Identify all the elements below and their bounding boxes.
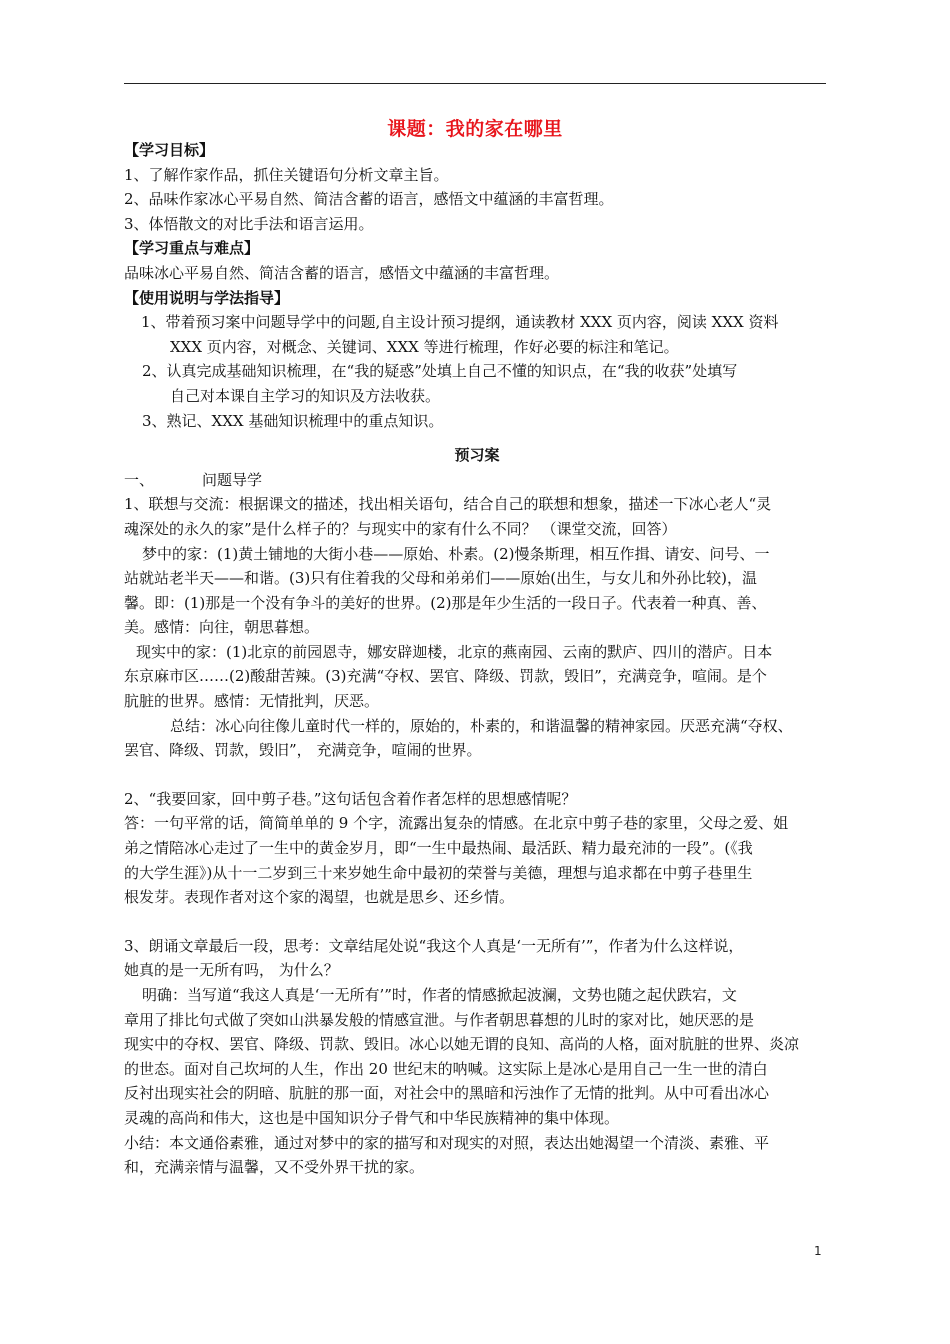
q1-line: 梦中的家：(1)黄土铺地的大街小巷——原始、朴素。(2)慢条斯理，相互作揖、请安、问号、一 bbox=[142, 544, 770, 563]
guide-item: 1、带着预习案中问题导学中的问题,自主设计预习提纲，通读教材 XXX 页内容，阅读 XXX 资料 bbox=[141, 313, 779, 332]
guide-item-cont: 自己对本课自主学习的知识及方法收获。 bbox=[170, 386, 441, 405]
q1-line: 东京麻市区……(2)酸甜苦辣。(3)充满“夺权、罢官、降级、罚款，毁旧”，充满竞争，喧闹。是个 bbox=[124, 667, 767, 686]
q1-line: 站就站老半天——和谐。(3)只有住着我的父母和弟弟们——原始(出生，与女儿和外孙比较)，温 bbox=[124, 569, 757, 588]
q2-line: 答：一句平常的话，简简单单的 9 个字，流露出复杂的情感。在北京中剪子巷的家里，父母之爱、姐 bbox=[124, 814, 789, 833]
q2-line: 2、“我要回家，回中剪子巷。”这句话包含着作者怎样的思想感情呢？ bbox=[124, 789, 577, 808]
q1-line: 魂深处的永久的家”是什么样子的？与现实中的家有什么不同？ （课堂交流，回答） bbox=[124, 519, 677, 538]
q3-line: 3、朗诵文章最后一段，思考：文章结尾处说“我这个人真是‘一无所有’”，作者为什么这样说， bbox=[124, 936, 744, 955]
q2-line: 的大学生涯》)从十一二岁到三十来岁她生命中最初的荣誉与美德，理想与追求都在中剪子巷里生 bbox=[124, 863, 753, 882]
q1-line: 肮脏的世界。感情：无情批判，厌恶。 bbox=[124, 692, 380, 711]
goal-item: 3、体悟散文的对比手法和语言运用。 bbox=[124, 214, 374, 233]
q1-line: 总结：冰心向往像儿童时代一样的，原始的，朴素的，和谐温馨的精神家园。厌恶充满“夺权、 bbox=[170, 716, 793, 735]
q1-line: 罢官、降级、罚款，毁旧”， 充满竞争，喧闹的世界。 bbox=[124, 741, 482, 760]
part-heading bbox=[124, 468, 830, 493]
q3-line: 现实中的夺权、罢官、降级、罚款、毁旧。冰心以她无谓的良知、高尚的人格，面对肮脏的世界、炎凉 bbox=[124, 1035, 800, 1054]
document-body bbox=[124, 138, 830, 1180]
keypoints-heading: 【学习重点与难点】 bbox=[124, 239, 260, 258]
preview-heading: 预习案 bbox=[454, 446, 500, 465]
guide-item: 3、熟记、XXX 基础知识梳理中的重点知识。 bbox=[142, 411, 444, 430]
page-number: 1 bbox=[814, 1244, 822, 1258]
q2-line: 弟之情陪冰心走过了一生中的黄金岁月，即“一生中最热闹、最活跃、精力最充沛的一段”。(《我 bbox=[124, 839, 753, 858]
guide-item-cont: XXX 页内容，对概念、关键词、XXX 等进行梳理，作好必要的标注和笔记。 bbox=[170, 337, 679, 356]
keypoints-text: 品味冰心平易自然、简洁含蓄的语言，感悟文中蕴涵的丰富哲理。 bbox=[124, 263, 560, 282]
goal-item: 1、了解作家作品，抓住关键语句分析文章主旨。 bbox=[124, 165, 449, 184]
q1-line: 1、联想与交流：根据课文的描述，找出相关语句，结合自己的联想和想象，描述一下冰心老人“灵 bbox=[124, 495, 772, 514]
q3-line: 灵魂的高尚和伟大，这也是中国知识分子骨气和中华民族精神的集中体现。 bbox=[124, 1108, 620, 1127]
q1-line: 现实中的家：(1)北京的前园恩寺，娜安辟迦楼，北京的燕南园、云南的默庐、四川的潜庐。日本 bbox=[136, 642, 773, 661]
q3-line: 小结：本文通俗素雅，通过对梦中的家的描写和对现实的对照，表达出她渴望一个清淡、素雅、平 bbox=[124, 1133, 770, 1152]
q3-line: 的世态。面对自己坎坷的人生，作出 20 世纪末的呐喊。这实际上是冰心是用自己一生一世的清白 bbox=[124, 1059, 768, 1078]
q3-line: 反衬出现实社会的阴暗、肮脏的那一面，对社会中的黑暗和污浊作了无情的批判。从中可看出冰心 bbox=[124, 1084, 770, 1103]
goal-item: 2、品味作家冰心平易自然、简洁含蓄的语言，感悟文中蕴涵的丰富哲理。 bbox=[124, 190, 614, 209]
q3-line: 章用了排比句式做了突如山洪暴发般的情感宣泄。与作者朝思暮想的儿时的家对比，她厌恶的是 bbox=[124, 1010, 755, 1029]
header-rule bbox=[124, 83, 826, 84]
guide-heading: 【使用说明与学法指导】 bbox=[124, 288, 290, 307]
part-number: 一、 bbox=[124, 470, 155, 489]
q1-line: 馨。即：(1)那是一个没有争斗的美好的世界。(2)那是年少生活的一段日子。代表着一种真、善、 bbox=[124, 593, 767, 612]
q1-line: 美。感情：向往，朝思暮想。 bbox=[124, 618, 320, 637]
q3-line: 她真的是一无所有吗， 为什么？ bbox=[124, 961, 339, 980]
q3-line: 明确：当写道“我这人真是‘一无所有’”时，作者的情感掀起波澜，文势也随之起伏跌宕，文 bbox=[142, 986, 737, 1004]
part-title: 问题导学 bbox=[202, 470, 263, 489]
goals-heading: 【学习目标】 bbox=[124, 141, 215, 159]
guide-item: 2、认真完成基础知识梳理，在“我的疑惑”处填上自己不懂的知识点，在“我的收获”处填写 bbox=[142, 362, 738, 381]
page-title: 课题：我的家在哪里 bbox=[387, 118, 563, 140]
q3-line: 和，充满亲情与温馨，又不受外界干扰的家。 bbox=[124, 1158, 425, 1177]
q2-line: 根发芽。表现作者对这个家的渴望，也就是思乡、还乡情。 bbox=[124, 888, 515, 907]
